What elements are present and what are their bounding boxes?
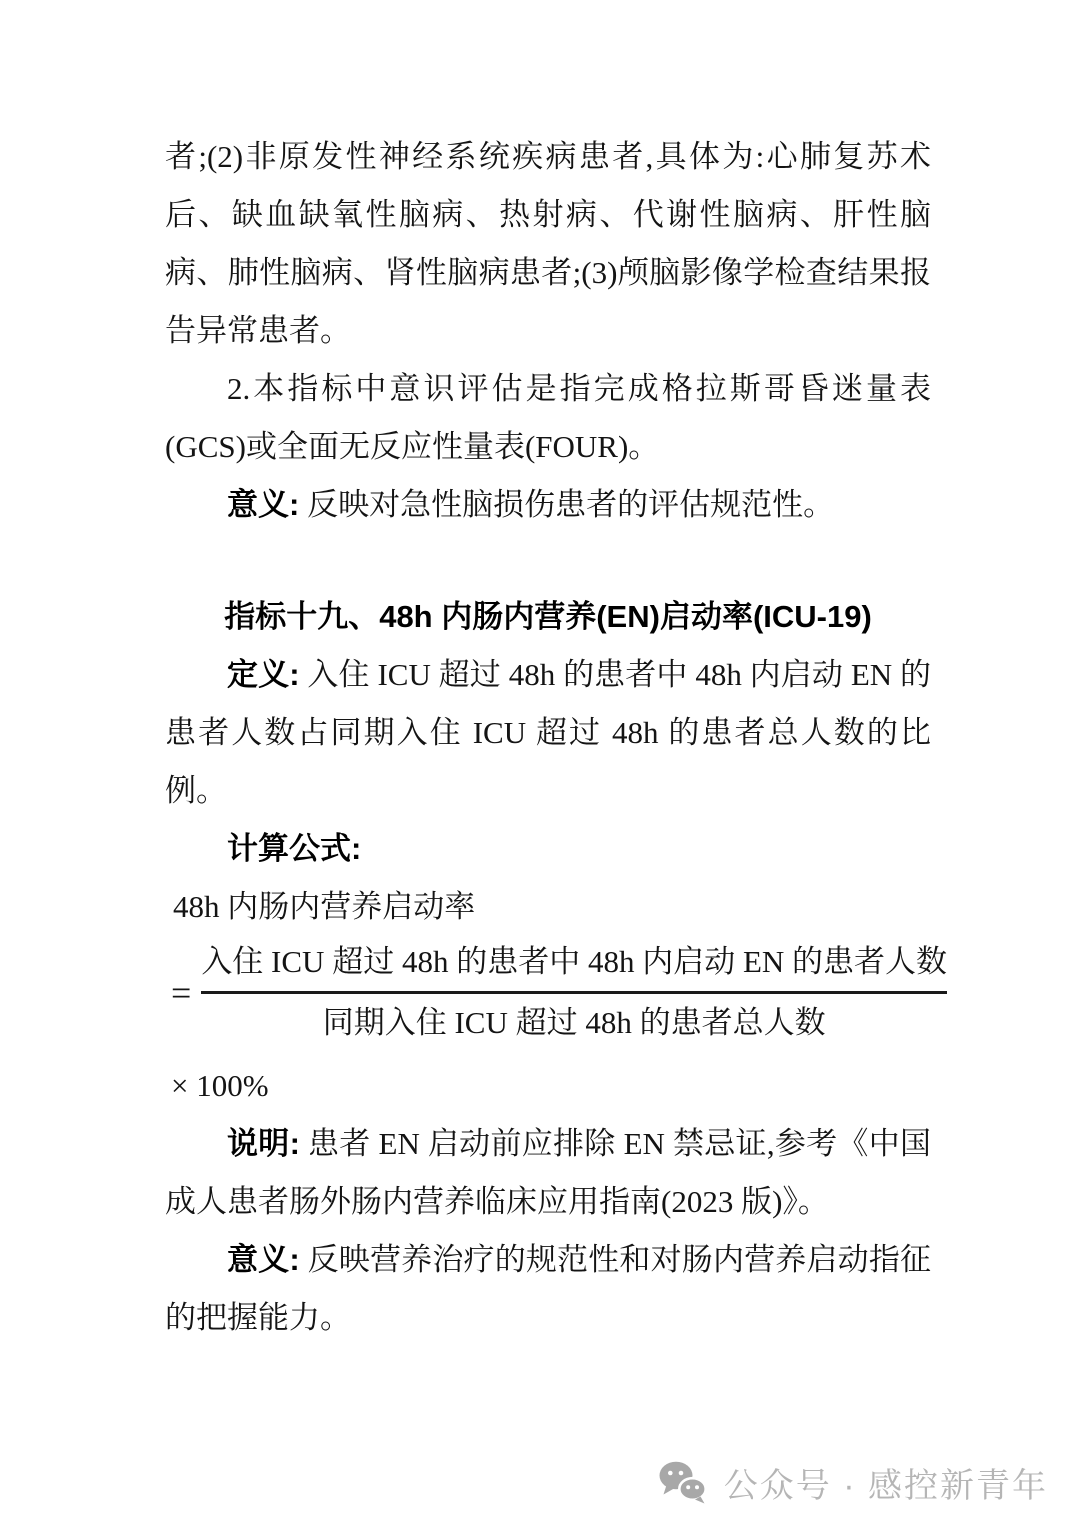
paragraph-continuation: 者;(2)非原发性神经系统疾病患者,具体为:心肺复苏术后、缺血缺氧性脑病、热射病、代谢性脑病、肝性脑病、肺性脑病、肾性脑病患者;(3)颅脑影像学检查结果报告异常患者。	[165, 139, 931, 348]
significance-label-2: 意义:	[227, 1242, 300, 1277]
formula-name: 48h 内肠内营养启动率	[173, 889, 476, 924]
definition-text: 入住 ICU 超过 48h 的患者中 48h 内启动 EN 的患者人数占同期入住 ICU 超过 48h 的患者总人数的比例。	[165, 657, 932, 808]
equals-sign: =	[171, 972, 192, 1013]
paragraph-note	[165, 1115, 931, 1231]
definition-label: 定义:	[227, 657, 300, 692]
formula-label: 计算公式:	[227, 831, 362, 866]
document-body	[165, 128, 948, 1347]
fraction	[201, 940, 947, 1045]
paragraph-item2: 2.本指标中意识评估是指完成格拉斯哥昏迷量表(GCS)或全面无反应性量表(FOUR)。	[165, 371, 931, 464]
paragraph-significance-1	[165, 476, 931, 534]
paragraph-significance-2	[165, 1231, 931, 1347]
fraction-numerator: 入住 ICU 超过 48h 的患者中 48h 内启动 EN 的患者人数	[201, 944, 948, 979]
paragraph-definition	[165, 646, 931, 820]
note-text: 患者 EN 启动前应排除 EN 禁忌证,参考《中国成人患者肠外肠内营养临床应用指南(2023 版)》。	[165, 1126, 931, 1219]
wechat-icon	[658, 1461, 708, 1505]
fraction-bar	[201, 991, 947, 994]
formula-multiplier: × 100%	[171, 1068, 269, 1103]
paragraph-formula-label	[165, 820, 931, 878]
significance-text-1: 反映对急性脑损伤患者的评估规范性。	[307, 487, 835, 522]
note-label: 说明:	[227, 1126, 300, 1161]
significance-label-1: 意义:	[227, 487, 300, 522]
significance-text-2: 反映营养治疗的规范性和对肠内营养启动指征的把握能力。	[165, 1242, 932, 1335]
indicator-title: 指标十九、48h 内肠内营养(EN)启动率(ICU-19)	[224, 599, 872, 634]
formula-fraction	[165, 940, 948, 1045]
watermark	[658, 1458, 1048, 1507]
watermark-text: 公众号 · 感控新青年	[723, 1467, 1048, 1505]
fraction-denominator: 同期入住 ICU 超过 48h 的患者总人数	[322, 1005, 826, 1040]
